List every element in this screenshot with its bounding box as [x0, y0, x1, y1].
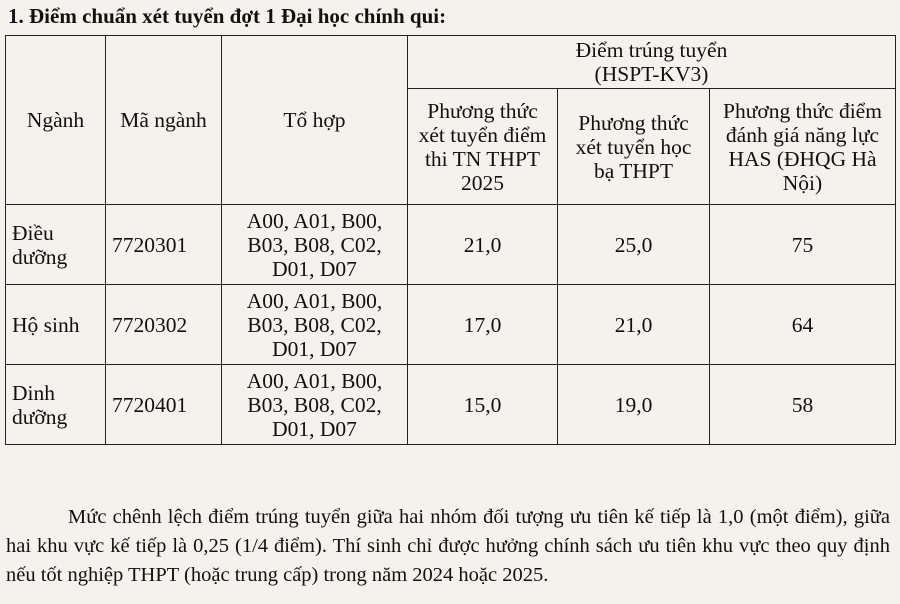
header-group-title: Điểm trúng tuyển	[575, 38, 728, 62]
cell-to-hop: A00, A01, B00, B03, B08, C02, D01, D07	[222, 365, 408, 445]
admission-scores-table	[5, 35, 896, 445]
cell-method-2: 19,0	[558, 365, 710, 445]
header-row-top	[6, 36, 896, 89]
header-method-2: Phương thức xét tuyển học bạ THPT	[558, 89, 710, 205]
header-group-subtitle: (HSPT-KV3)	[594, 62, 709, 86]
cell-method-3: 75	[710, 205, 896, 285]
cell-nganh: Điều dưỡng	[6, 205, 106, 285]
header-method-1: Phương thức xét tuyển điểm thi TN THPT 2025	[408, 89, 558, 205]
cell-nganh: Dinh dưỡng	[6, 365, 106, 445]
header-to-hop: Tổ hợp	[222, 36, 408, 205]
cell-to-hop: A00, A01, B00, B03, B08, C02, D01, D07	[222, 285, 408, 365]
header-method-3: Phương thức điểm đánh giá năng lực HAS (ĐHQG Hà Nội)	[710, 89, 896, 205]
table-row	[6, 205, 896, 285]
cell-ma-nganh: 7720302	[106, 285, 222, 365]
header-group	[408, 36, 896, 89]
cell-method-1: 17,0	[408, 285, 558, 365]
cell-ma-nganh: 7720401	[106, 365, 222, 445]
cell-method-1: 21,0	[408, 205, 558, 285]
note-paragraph: Mức chênh lệch điểm trúng tuyển giữa hai nhóm đối tượng ưu tiên kế tiếp là 1,0 (một điểm), giữa hai khu vực kế tiếp là 0,25 (1/4 điểm). Thí sinh chỉ được hưởng chính sách ưu tiên khu vực theo quy định nếu tốt nghiệp THPT (hoặc trung cấp) trong năm 2024 hoặc 2025.	[6, 505, 890, 586]
cell-method-1: 15,0	[408, 365, 558, 445]
cell-method-3: 64	[710, 285, 896, 365]
cell-method-2: 21,0	[558, 285, 710, 365]
section-heading: 1. Điểm chuẩn xét tuyển đợt 1 Đại học chính qui:	[8, 4, 447, 28]
header-nganh: Ngành	[6, 36, 106, 205]
header-ma-nganh: Mã ngành	[106, 36, 222, 205]
cell-nganh: Hộ sinh	[6, 285, 106, 365]
cell-ma-nganh: 7720301	[106, 205, 222, 285]
cell-method-2: 25,0	[558, 205, 710, 285]
cell-to-hop: A00, A01, B00, B03, B08, C02, D01, D07	[222, 205, 408, 285]
table-row	[6, 285, 896, 365]
cell-method-3: 58	[710, 365, 896, 445]
table-row	[6, 365, 896, 445]
